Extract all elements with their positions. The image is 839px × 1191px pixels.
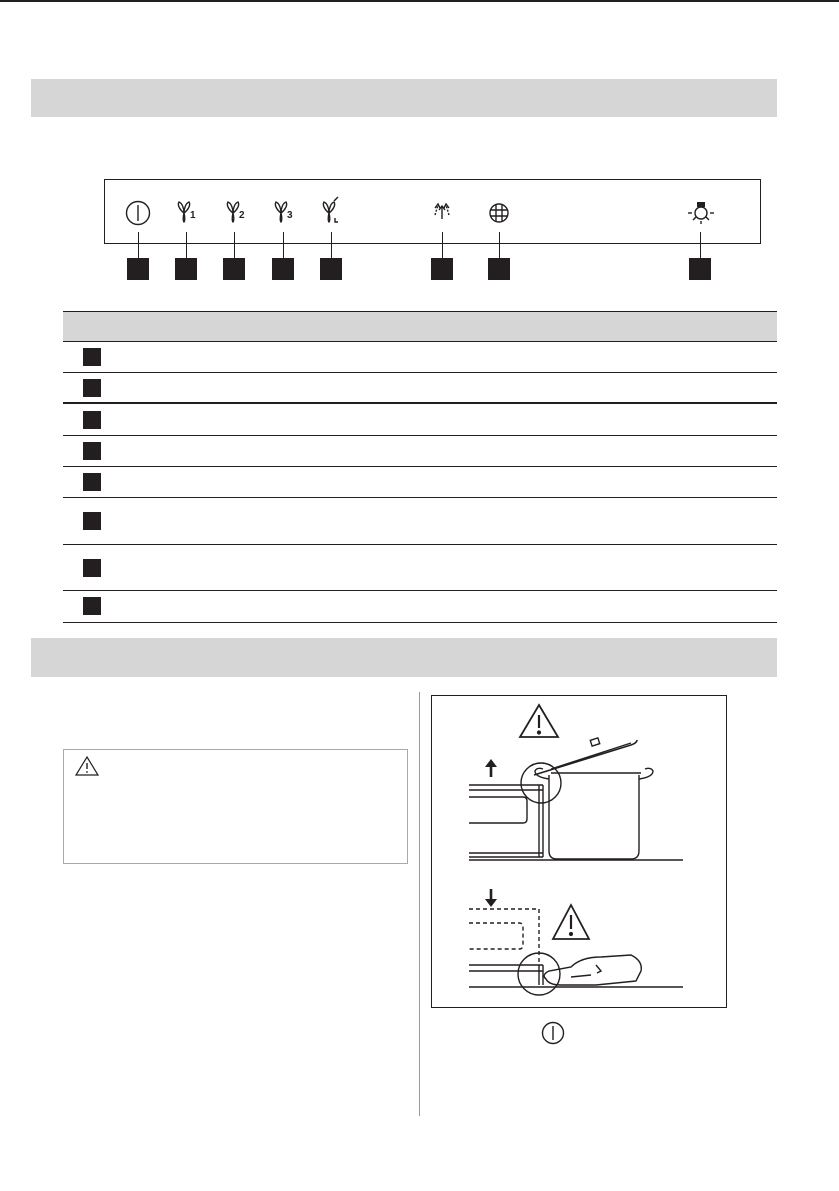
- table-row: [63, 591, 777, 623]
- control-panel-icons: [104, 179, 761, 244]
- row-marker-8: [83, 597, 101, 615]
- callout-box-4: [272, 258, 294, 280]
- svg-text:3: 3: [287, 210, 293, 221]
- leader-line: [138, 232, 139, 258]
- auto-mode-icon: [435, 204, 449, 219]
- row-marker-2: [83, 379, 101, 397]
- table-row: [63, 342, 777, 373]
- svg-text:2: 2: [239, 210, 245, 221]
- power-icon: [541, 1021, 565, 1045]
- warning-box: [63, 749, 408, 864]
- table-row: [63, 545, 777, 591]
- callout-box-1: [127, 258, 149, 280]
- callout-box-2: [175, 258, 197, 280]
- top-rule: [0, 0, 839, 2]
- row-marker-7: [83, 559, 101, 577]
- callout-box-6: [431, 258, 453, 280]
- table-row: [63, 498, 777, 545]
- fan-speed-2-icon: [227, 202, 245, 222]
- table-row: [63, 373, 777, 404]
- fan-boost-icon: [323, 197, 338, 222]
- row-marker-6: [83, 512, 101, 530]
- grid-filter-icon: [490, 204, 508, 222]
- leader-line: [331, 232, 332, 258]
- lamp-icon: [688, 202, 714, 224]
- leader-line: [186, 232, 187, 258]
- power-icon: [127, 202, 150, 225]
- pot-handle-illustration: [431, 695, 727, 1008]
- leader-line: [700, 232, 701, 258]
- column-divider: [419, 692, 420, 1116]
- section-band-1: [31, 79, 777, 117]
- table-row: [63, 436, 777, 467]
- leader-line: [283, 232, 284, 258]
- callout-box-7: [488, 258, 510, 280]
- callout-box-8: [689, 258, 711, 280]
- row-marker-4: [83, 442, 101, 460]
- warning-triangle-icon: [520, 705, 558, 737]
- fan-speed-3-icon: [275, 202, 293, 222]
- down-arrow-icon: [485, 889, 497, 907]
- table-row: [63, 467, 777, 498]
- leader-line: [499, 232, 500, 258]
- warning-triangle-icon: [74, 755, 100, 777]
- up-arrow-icon: [485, 759, 497, 777]
- svg-text:1: 1: [190, 210, 196, 221]
- leader-line: [442, 232, 443, 258]
- row-marker-5: [83, 473, 101, 491]
- table-header: [63, 311, 777, 342]
- row-marker-3: [83, 411, 101, 429]
- leader-line: [234, 232, 235, 258]
- fan-speed-1-icon: [178, 202, 196, 222]
- pot-lid-icon: [534, 738, 653, 859]
- row-marker-1: [83, 348, 101, 366]
- callout-box-3: [223, 258, 245, 280]
- callout-box-5: [320, 258, 342, 280]
- section-band-2: [31, 638, 777, 677]
- table-row: [63, 404, 777, 436]
